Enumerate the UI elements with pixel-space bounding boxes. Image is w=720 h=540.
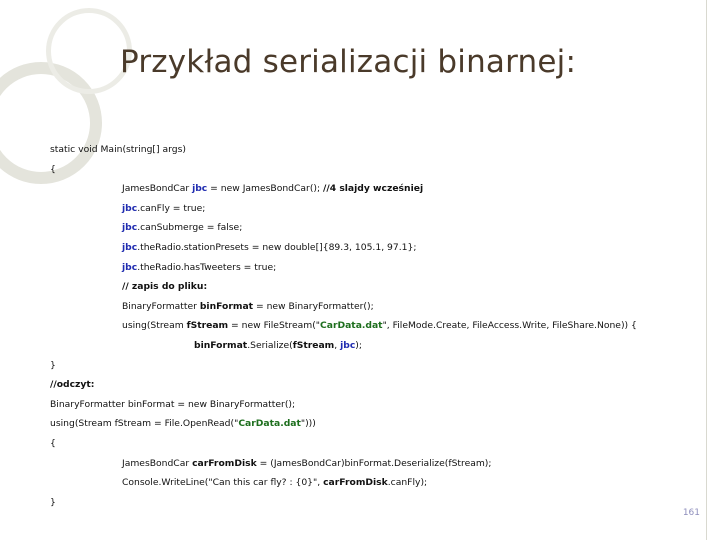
code-string: CarData.dat [238, 418, 301, 430]
code-text: ); [355, 339, 362, 351]
code-text: BinaryFormatter [122, 300, 200, 312]
code-text: JamesBondCar [122, 183, 193, 195]
code-line [50, 277, 690, 297]
code-text: = (JamesBondCar)binFormat.Deserialize(fStream); [256, 457, 492, 469]
code-line [50, 336, 690, 356]
code-line [50, 493, 690, 513]
code-line [50, 218, 690, 238]
code-identifier: binFormat [194, 339, 248, 351]
code-line [50, 238, 690, 258]
code-text: , [334, 339, 341, 351]
code-text: } [50, 496, 56, 508]
code-identifier: binFormat [199, 300, 254, 312]
code-text: using(Stream fStream = File.OpenRead(" [50, 418, 239, 430]
code-identifier: jbc [122, 241, 138, 253]
code-line [50, 356, 690, 376]
code-identifier: fStream [186, 320, 229, 332]
code-text: = new FileStream(" [228, 320, 320, 332]
code-line [50, 297, 690, 317]
code-identifier: jbc [192, 183, 208, 195]
code-line [50, 258, 690, 278]
code-identifier: jbc [340, 339, 356, 351]
code-comment: //odczyt: [50, 379, 95, 391]
code-text: using(Stream [122, 320, 187, 332]
code-identifier: jbc [122, 222, 138, 234]
code-text: .canSubmerge = false; [137, 222, 243, 234]
code-line [50, 316, 690, 336]
code-line [50, 395, 690, 415]
code-string: CarData.dat [320, 320, 383, 332]
code-line [50, 160, 690, 180]
code-identifier: fStream [292, 339, 335, 351]
code-text: BinaryFormatter binFormat = new BinaryFormatter(); [50, 398, 296, 410]
code-text: } [50, 359, 56, 371]
code-text: "))) [300, 418, 316, 430]
code-text: .Serialize( [247, 339, 293, 351]
code-line [50, 473, 690, 493]
code-line [50, 199, 690, 219]
code-identifier: carFromDisk [192, 457, 257, 469]
code-text: ", FileMode.Create, FileAccess.Write, FileShare.None)) { [382, 320, 637, 332]
code-identifier: jbc [122, 202, 138, 214]
code-text: { [50, 163, 56, 175]
code-text: .theRadio.stationPresets = new double[]{89.3, 105.1, 97.1}; [137, 241, 417, 253]
slide-title: Przykład serializacji binarnej: [120, 44, 577, 80]
code-text: JamesBondCar [122, 457, 193, 469]
code-line [50, 454, 690, 474]
code-text: static void Main(string[] args) [50, 144, 186, 155]
decorative-vertical-line [706, 0, 707, 540]
code-text: .canFly); [387, 477, 428, 489]
code-line [50, 179, 690, 199]
code-line [50, 414, 690, 434]
code-identifier: carFromDisk [323, 477, 388, 489]
code-block [50, 140, 690, 512]
code-text: = new JamesBondCar(); [207, 183, 324, 195]
code-identifier: jbc [122, 261, 138, 273]
code-text: Console.WriteLine("Can this car fly? : {0}", [122, 477, 324, 489]
code-line [50, 140, 690, 160]
code-line [50, 434, 690, 454]
page-number: 161 [682, 508, 700, 518]
code-text: .canFly = true; [137, 202, 206, 214]
code-comment: //4 slajdy wcześniej [323, 183, 424, 195]
code-line [50, 375, 690, 395]
code-comment: // zapis do pliku: [122, 281, 208, 293]
code-text: = new BinaryFormatter(); [253, 300, 374, 312]
code-text: { [50, 437, 56, 449]
code-text: .theRadio.hasTweeters = true; [137, 261, 277, 273]
